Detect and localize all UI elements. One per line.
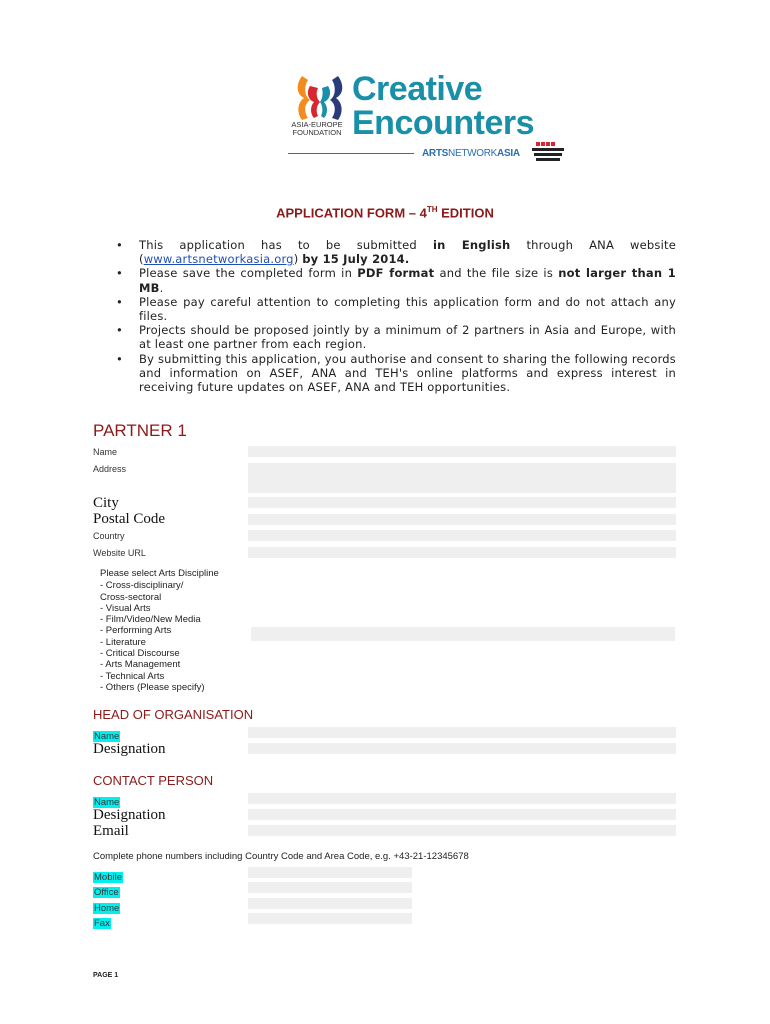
- ana-logo-part1: ARTS: [422, 148, 449, 159]
- asef-line1: ASIA-EUROPE: [291, 120, 343, 129]
- discipline-item: - Technical Arts: [100, 670, 165, 682]
- contact-designation-label: Designation: [93, 807, 166, 823]
- logo-divider: [288, 153, 414, 154]
- partner-website-field[interactable]: [248, 547, 676, 558]
- head-org-designation-field[interactable]: [248, 743, 676, 754]
- discipline-item: - Critical Discourse: [100, 648, 180, 660]
- fax-field[interactable]: [248, 913, 412, 924]
- home-label: Home: [94, 903, 120, 914]
- discipline-item: - Literature: [100, 636, 146, 648]
- instruction-item: • By submitting this application, you authorise and consent to sharing the following records and information on ASEF, ANA and TEH's online platforms and express interest in receiving future updates on ASEF, ANA and TEH opportunities.: [116, 352, 676, 395]
- head-org-name-field[interactable]: [248, 727, 676, 738]
- ana-website-link[interactable]: www.artsnetworkasia.org: [143, 252, 294, 267]
- office-field[interactable]: [248, 882, 412, 893]
- partner-postal-label: Postal Code: [93, 511, 166, 527]
- instruction-item: • Please save the completed form in PDF format and the file size is not larger than 1 MB.: [116, 266, 676, 294]
- partner-name-label: Name: [93, 447, 118, 457]
- discipline-item: - Arts Management: [100, 659, 181, 671]
- contact-designation-field[interactable]: [248, 809, 676, 820]
- head-org-heading: HEAD OF ORGANISATION: [93, 707, 254, 722]
- partner-address-label: Address: [93, 464, 127, 474]
- discipline-item: Cross-sectoral: [100, 591, 162, 603]
- phone-note: Complete phone numbers including Country Code and Area Code, e.g. +43-21-12345678: [93, 851, 469, 862]
- partner-country-field[interactable]: [248, 530, 676, 541]
- ana-logo-part2: NETWORK: [448, 148, 498, 159]
- fax-label-wrap: [93, 913, 111, 931]
- page-number: PAGE 1: [93, 972, 119, 979]
- arts-discipline-field[interactable]: [251, 627, 675, 641]
- partner-heading: PARTNER 1: [93, 421, 187, 440]
- instruction-item: • Projects should be proposed jointly by a minimum of 2 partners in Asia and Europe, with at least one partner from each region.: [116, 323, 676, 351]
- partner-city-field[interactable]: [248, 497, 676, 508]
- office-label: Office: [94, 887, 119, 898]
- mobile-label: Mobile: [94, 872, 122, 883]
- home-field[interactable]: [248, 898, 412, 909]
- logo-title-encounters: Encounters: [352, 104, 535, 142]
- contact-name-label: Name: [94, 797, 120, 808]
- asef-line2: FOUNDATION: [292, 128, 342, 137]
- discipline-item: - Others (Please specify): [100, 681, 205, 693]
- ana-logo-part3: ASIA: [497, 148, 520, 159]
- head-org-designation-label: Designation: [93, 741, 166, 757]
- head-org-name-label: Name: [94, 731, 120, 742]
- teh-logo-icon: [530, 142, 566, 162]
- asef-logo-mark-icon: [292, 72, 348, 124]
- fax-label: Fax: [94, 918, 110, 929]
- discipline-title: Please select Arts Discipline: [100, 568, 219, 579]
- ana-logo: [422, 148, 520, 159]
- discipline-item: - Performing Arts: [100, 625, 172, 637]
- form-title: [0, 205, 770, 220]
- arts-discipline-options: [100, 568, 219, 693]
- contact-email-label: Email: [93, 823, 129, 839]
- instructions-list: [116, 238, 676, 394]
- asef-logo-text: [287, 121, 347, 137]
- partner-postal-field[interactable]: [248, 514, 676, 525]
- instruction-item: • Please pay careful attention to completing this application form and do not attach any files.: [116, 295, 676, 323]
- instruction-item: • This application has to be submitted in English through ANA website (www.artsnetworkasia.org) by 15 July 2014.: [116, 238, 676, 266]
- partner-name-field[interactable]: [248, 446, 676, 457]
- logo-title-creative: Creative: [352, 70, 483, 108]
- form-title-sup: TH: [426, 205, 438, 214]
- partner-website-label: Website URL: [93, 548, 146, 558]
- discipline-item: - Visual Arts: [100, 602, 151, 614]
- mobile-field[interactable]: [248, 867, 412, 878]
- partner-country-label: Country: [93, 531, 125, 541]
- partner-city-label: City: [93, 495, 119, 511]
- partner-address-field[interactable]: [248, 463, 676, 493]
- discipline-item: - Film/Video/New Media: [100, 614, 201, 626]
- form-title-prefix: APPLICATION FORM – 4: [276, 205, 427, 221]
- discipline-item: - Cross-disciplinary/: [100, 580, 184, 592]
- form-title-suffix: EDITION: [437, 205, 494, 221]
- contact-name-field[interactable]: [248, 793, 676, 804]
- contact-heading: CONTACT PERSON: [93, 773, 214, 788]
- contact-email-field[interactable]: [248, 825, 676, 836]
